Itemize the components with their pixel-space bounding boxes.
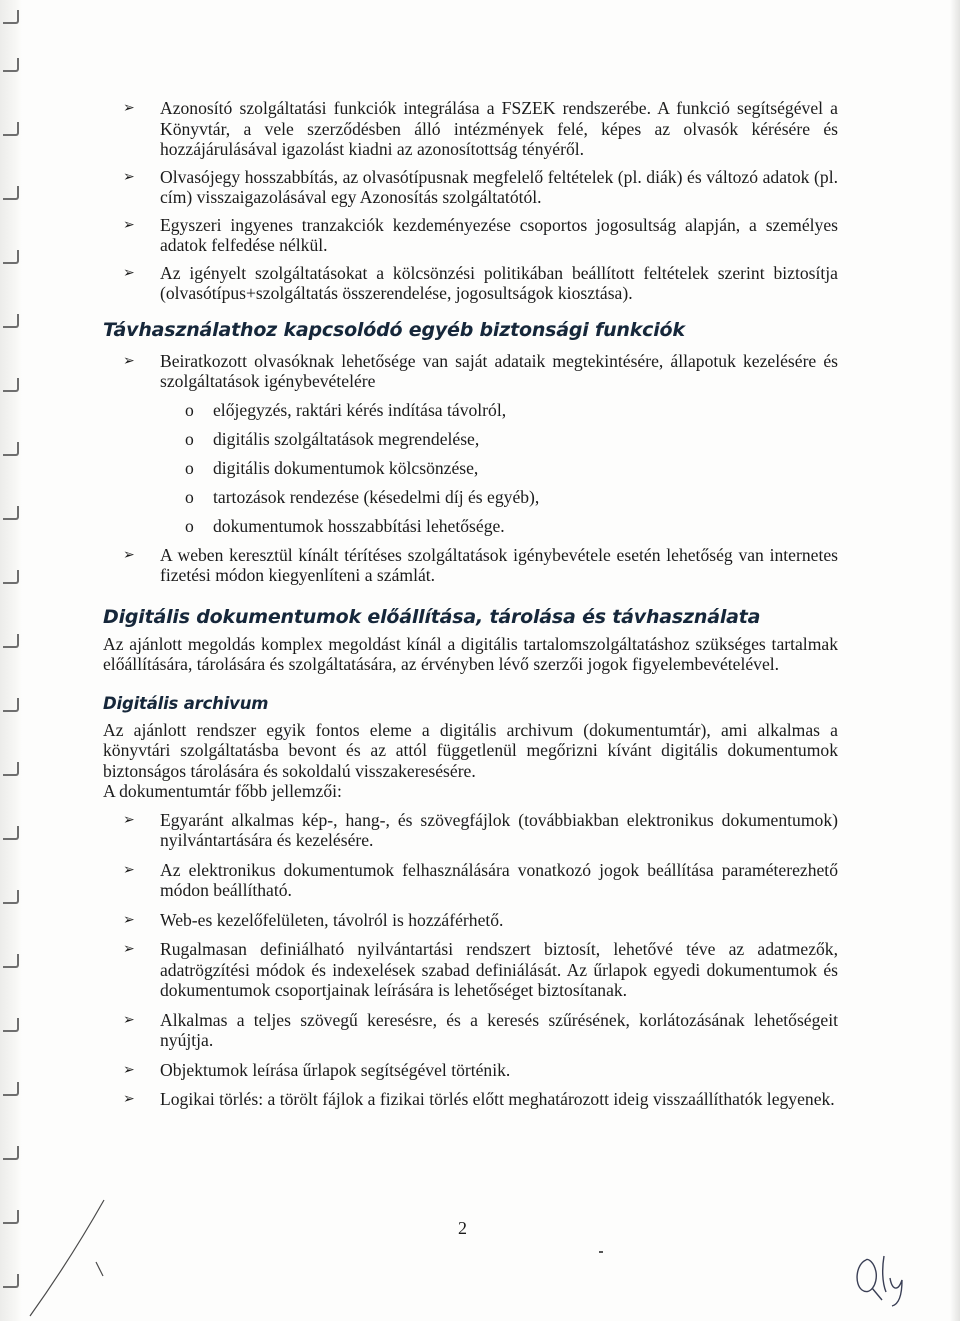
bullet-arrow-icon: ➢ <box>123 216 135 233</box>
bullet-arrow-icon: ➢ <box>123 1091 135 1107</box>
bullet-arrow-icon: ➢ <box>123 911 135 928</box>
circle-bullet-icon: o <box>185 487 194 507</box>
bullet-arrow-icon: ➢ <box>123 352 135 369</box>
paragraph: A dokumentumtár főbb jellemzői: <box>103 781 342 801</box>
bullet-arrow-icon: ➢ <box>123 811 135 828</box>
bullet-text: Logikai törlés: a törölt fájlok a fizikai törlés előtt meghatározott ideig visszaállíthatók legyenek. <box>160 1089 835 1109</box>
bullet-text: Olvasójegy hosszabbítás, az olvasótípusnak megfelelő feltételek (pl. diák) és változó adatok (pl. cím) visszaigazolásával egy Azonosítás szolgáltatótól. <box>160 166 838 207</box>
page-number: 2 <box>458 1218 467 1238</box>
bullet-arrow-icon: ➢ <box>123 546 135 563</box>
sub-item-text: előjegyzés, raktári kérés indítása távolról, <box>213 400 507 420</box>
sub-item-text: digitális dokumentumok kölcsönzése, <box>213 458 479 478</box>
bullet-text: Objektumok leírása űrlapok segítségével történik. <box>160 1059 511 1080</box>
bullet-arrow-icon: ➢ <box>123 100 135 116</box>
bullet-text: Rugalmasan definiálható nyilvántartási rendszert biztosít, lehetővé téve az adatmezők, adatrögzítési módok és indexelések szabad definiálását. Az űrlapok egyedi dokumentumok és dokumentumok csoportjainak leírására is lehetőséget biztosítanak. <box>160 939 838 1000</box>
bullet-text: Az elektronikus dokumentumok felhasználására vonatkozó jogok beállítása paraméterezhető módon beállítható. <box>160 859 838 900</box>
section-heading: Digitális archivum <box>103 693 269 713</box>
bullet-arrow-icon: ➢ <box>123 861 135 878</box>
section-heading: Távhasználathoz kapcsolódó egyéb biztonsági funkciók <box>103 318 685 341</box>
section-heading: Digitális dokumentumok előállítása, tárolása és távhasználata <box>103 605 761 628</box>
circle-bullet-icon: o <box>185 458 194 478</box>
bullet-text: Beiratkozott olvasóknak lehetősége van saját adataik megtekintésére, állapotuk kezelésére és szolgáltatások igénybevételére <box>160 350 838 391</box>
bullet-text: A weben keresztül kínált térítéses szolgáltatások igénybevétele esetén lehetőség van internetes fizetési módon kiegyenlíteni a számlát. <box>160 544 838 585</box>
bullet-arrow-icon: ➢ <box>123 1061 135 1078</box>
bullet-arrow-icon: ➢ <box>123 168 135 185</box>
bullet-text: Egyaránt alkalmas kép-, hang-, és szövegfájlok (továbbiakban elektronikus dokumentumok) nyilvántartására és kezelésére. <box>160 809 838 850</box>
bullet-text: Web-es kezelőfelületen, távolról is hozzáférhető. <box>160 909 504 930</box>
bullet-text: Egyszeri ingyenes tranzakciók kezdeményezése csoportos jogosultság alapján, a személyes adatok felfedése nélkül. <box>160 214 838 255</box>
bullet-arrow-icon: ➢ <box>123 264 135 281</box>
circle-bullet-icon: o <box>185 516 194 536</box>
stray-mark <box>599 1251 603 1253</box>
paragraph: Az ajánlott megoldás komplex megoldást kínál a digitális tartalomszolgáltatáshoz szükséges tartalmak előállítására, tárolására és szolgáltatására, az érvényben lévő szerzői jogok figyelembevételével. <box>103 633 838 674</box>
sub-item-text: digitális szolgáltatások megrendelése, <box>213 429 480 449</box>
bullet-arrow-icon: ➢ <box>123 941 135 957</box>
bullet-text: Alkalmas a teljes szövegű keresésre, és a keresés szűrésének, korlátozásának lehetőségeit nyújtja. <box>160 1009 838 1050</box>
paragraph: Az ajánlott rendszer egyik fontos eleme a digitális archivum (dokumentumtár), ami alkalmas a könyvtári szolgáltatásba bevont és az attól függetlenül megőrizni kívánt digitális dokumentumok biztonságos tárolására és sokoldalú visszakeresésére. <box>103 719 838 781</box>
sub-item-text: dokumentumok hosszabbítási lehetősége. <box>213 516 505 536</box>
circle-bullet-icon: o <box>185 429 194 449</box>
bullet-text: Azonosító szolgáltatási funkciók integrálása a FSZEK rendszerébe. A funkció segítségével a Könyvtár, a vele szerződésben álló intézmények felé, képes az olvasók kérésére és hozzájárulásával igazolást kiadni az azonosítottság tényéről. <box>160 98 838 159</box>
handwritten-initials <box>852 1248 922 1308</box>
bullet-text: Az igényelt szolgáltatásokat a kölcsönzési politikában beállított feltételek szerint biztosítja (olvasótípus+szolgáltatás összerendelése, jogosultságok kiosztása). <box>160 262 838 303</box>
circle-bullet-icon: o <box>185 400 194 420</box>
bullet-arrow-icon: ➢ <box>123 1011 135 1028</box>
sub-item-text: tartozások rendezése (késedelmi díj és egyéb), <box>213 487 540 507</box>
